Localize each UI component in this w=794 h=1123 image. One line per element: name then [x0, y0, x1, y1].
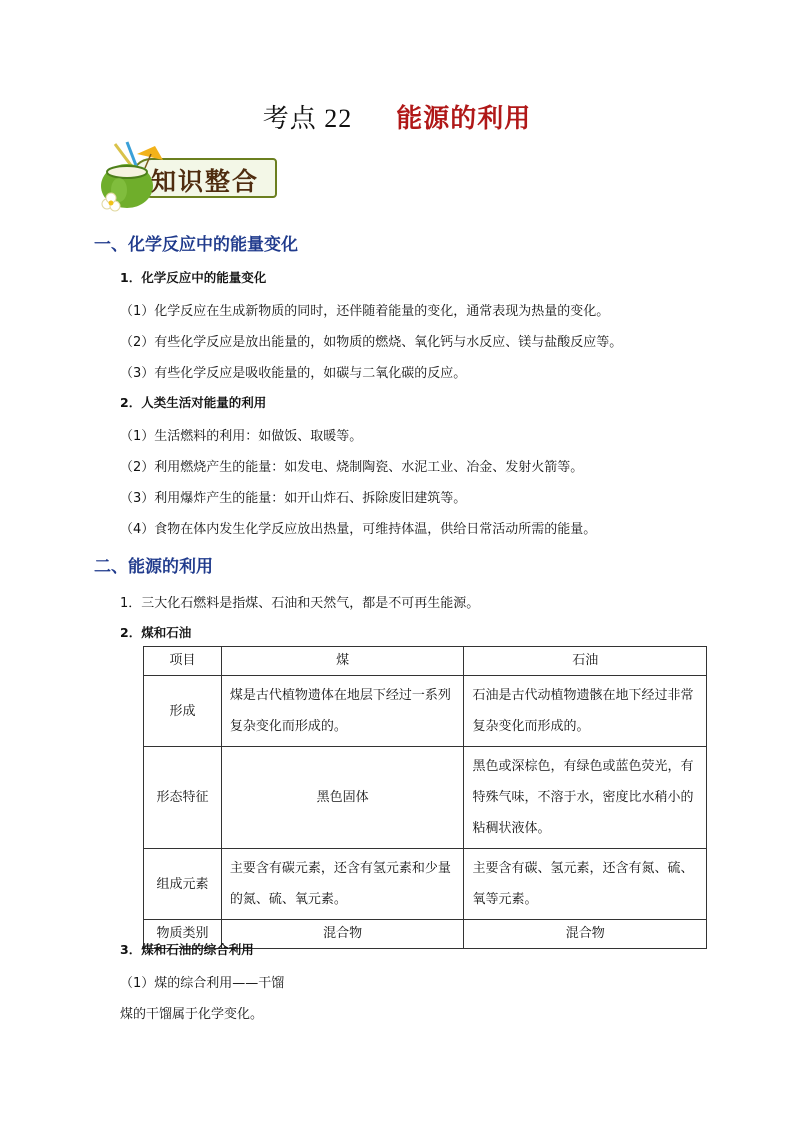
table-cell: 混合物: [221, 920, 464, 949]
section1-sub2-item-2: （2）利用燃烧产生的能量：如发电、烧制陶瓷、水泥工业、冶金、发射火箭等。: [120, 460, 584, 475]
table-cell: 主要含有碳、氢元素，还含有氮、硫、氧等元素。: [464, 849, 707, 920]
table-cell: 物质类别: [144, 920, 222, 949]
table-row: [144, 747, 707, 849]
table-cell: 黑色或深棕色，有绿色或蓝色荧光，有特殊气味，不溶于水，密度比水稍小的粘稠状液体。: [464, 747, 707, 849]
table-cell: 黑色固体: [221, 747, 464, 849]
section1-sub1-item-1: （1）化学反应在生成新物质的同时，还伴随着能量的变化，通常表现为热量的变化。: [120, 304, 610, 319]
section2-sub3-heading: 3．煤和石油的综合利用: [120, 942, 254, 957]
section1-sub1-heading: 1．化学反应中的能量变化: [120, 270, 267, 285]
section2-heading: 二、能源的利用: [94, 557, 213, 577]
section1-sub2-item-1: （1）生活燃料的利用：如做饭、取暖等。: [120, 429, 363, 444]
section1-sub1-item-2: （2）有些化学反应是放出能量的，如物质的燃烧、氧化钙与水反应、镁与盐酸反应等。: [120, 335, 623, 350]
table-cell: 组成元素: [144, 849, 222, 920]
section2-sub3-text: 煤的干馏属于化学变化。: [120, 1007, 264, 1022]
table-cell: 形态特征: [144, 747, 222, 849]
section1-sub2-item-3: （3）利用爆炸产生的能量：如开山炸石、拆除废旧建筑等。: [120, 491, 467, 506]
table-cell: 石油是古代动植物遗骸在地下经过非常复杂变化而形成的。: [464, 676, 707, 747]
table-header-row: [144, 647, 707, 676]
section1-sub2-item-4: （4）食物在体内发生化学反应放出热量，可维持体温，供给日常活动所需的能量。: [120, 522, 597, 537]
title-name: 能源的利用: [396, 104, 532, 134]
knowledge-badge: [93, 140, 279, 216]
section2-sub3-item-1: （1）煤的综合利用——干馏: [120, 976, 285, 991]
badge-label: 知识整合: [151, 167, 260, 196]
section2-item-1: 1．三大化石燃料是指煤、石油和天然气，都是不可再生能源。: [120, 596, 480, 611]
coal-oil-table: [143, 646, 707, 949]
page-title: [0, 98, 794, 135]
table-row: [144, 849, 707, 920]
table-cell: 混合物: [464, 920, 707, 949]
section2-sub2-heading: 2．煤和石油: [120, 625, 192, 640]
section1-sub1-item-3: （3）有些化学反应是吸收能量的，如碳与二氧化碳的反应。: [120, 366, 467, 381]
section1-heading: 一、化学反应中的能量变化: [94, 235, 298, 255]
title-prefix: 考点 22: [262, 104, 353, 133]
table-cell: 形成: [144, 676, 222, 747]
table-cell: 主要含有碳元素，还含有氢元素和少量的氮、硫、氧元素。: [221, 849, 464, 920]
table-header-cell: 煤: [221, 647, 464, 676]
table-header-cell: 项目: [144, 647, 222, 676]
section1-sub2-heading: 2．人类生活对能量的利用: [120, 395, 267, 410]
table-cell: 煤是古代植物遗体在地层下经过一系列复杂变化而形成的。: [221, 676, 464, 747]
table-row: [144, 676, 707, 747]
table-header-cell: 石油: [464, 647, 707, 676]
